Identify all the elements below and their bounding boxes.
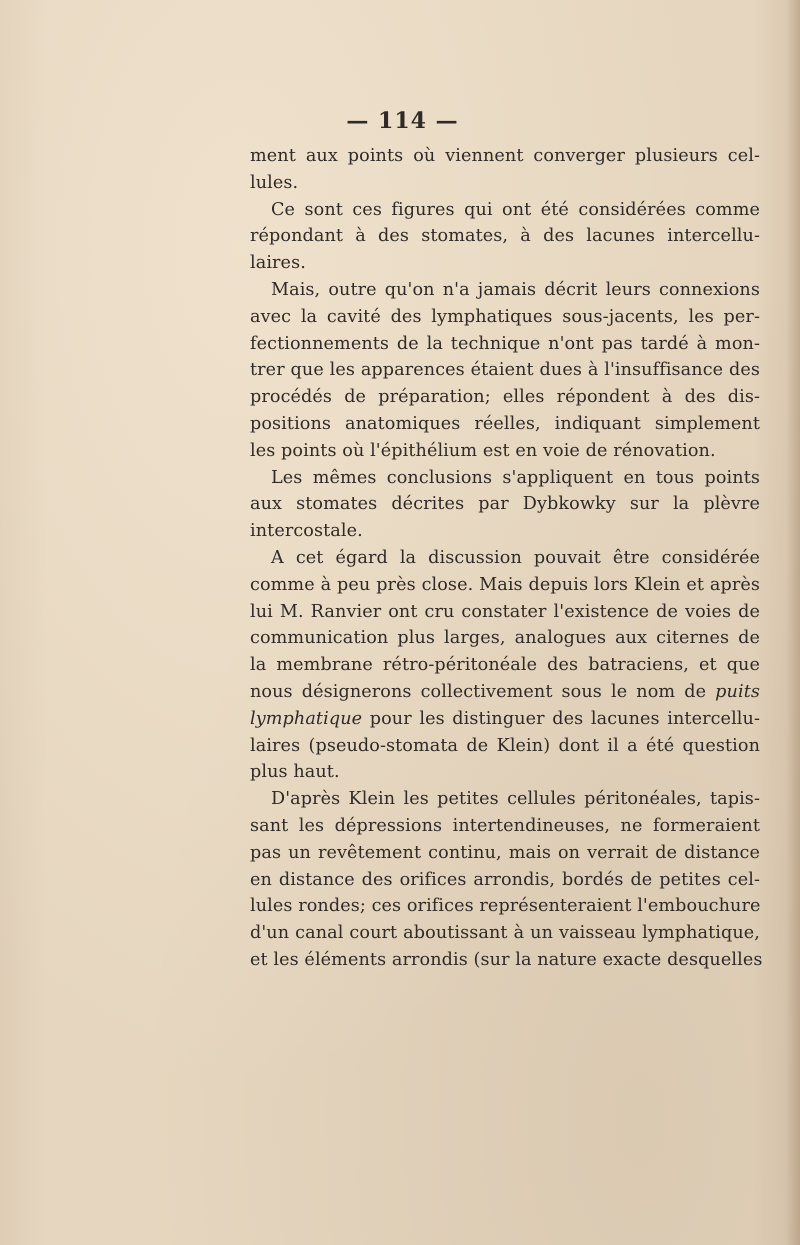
text-line: Ce sont ces figures qui ont été considérées comme <box>271 199 760 220</box>
italic-term: lymphatique <box>250 708 363 729</box>
text-line: lules. <box>250 172 299 193</box>
text-line: lui M. Ranvier ont cru constater l'existence de voies de <box>250 601 760 622</box>
text-line: nous désignerons collectivement sous le nom de puits <box>250 681 760 702</box>
body-text <box>250 143 763 974</box>
text-line: D'après Klein les petites cellules péritonéales, tapis- <box>271 789 760 810</box>
text-line: plus haut. <box>250 762 340 783</box>
text-line: trer que les apparences étaient dues à l'insuffisance des <box>250 360 760 381</box>
text-line: avec la cavité des lymphatiques sous-jacents, les per- <box>250 306 760 327</box>
text-line: intercostale. <box>250 521 363 542</box>
text-line: pas un revêtement continu, mais on verrait de distance <box>250 842 760 863</box>
text-line: aux stomates décrites par Dybkowky sur la plèvre <box>250 494 760 515</box>
text-line: les points où l'épithélium est en voie de rénovation. <box>250 440 716 461</box>
text-line: laires. <box>250 253 306 274</box>
text-line: procédés de préparation; elles répondent à des dis- <box>250 387 760 408</box>
italic-term: puits <box>715 681 760 702</box>
text-line: comme à peu près close. Mais depuis lors Klein et après <box>250 574 760 595</box>
text-line: Mais, outre qu'on n'a jamais décrit leurs connexions <box>271 279 760 300</box>
page-number: — 114 — <box>346 108 459 134</box>
text-line: fectionnements de la technique n'ont pas tardé à mon- <box>250 333 760 354</box>
text-line: lules rondes; ces orifices représenteraient l'embouchure <box>250 896 761 917</box>
text-line: positions anatomiques réelles, indiquant simplement <box>250 413 760 434</box>
text-line: A cet égard la discussion pouvait être considérée <box>271 547 760 568</box>
text-line: répondant à des stomates, à des lacunes intercellu- <box>250 226 760 247</box>
text-line: la membrane rétro-péritonéale des batraciens, et que <box>250 655 760 676</box>
text-line: et les éléments arrondis (sur la nature exacte desquelles <box>250 949 763 970</box>
text-line: Les mêmes conclusions s'appliquent en tous points <box>271 467 760 488</box>
text-line: laires (pseudo-stomata de Klein) dont il a été question <box>250 735 760 756</box>
text-line: lymphatique pour les distinguer des lacunes intercellu- <box>250 708 760 729</box>
text-line: en distance des orifices arrondis, bordés de petites cel- <box>250 869 760 890</box>
text-line: ment aux points où viennent converger plusieurs cel- <box>250 146 760 166</box>
text-line: sant les dépressions intertendineuses, ne formeraient <box>250 815 760 836</box>
page-edge-shadow <box>786 0 800 1245</box>
text-line: communication plus larges, analogues aux citernes de <box>250 628 760 649</box>
text-line: d'un canal court aboutissant à un vaisseau lymphatique, <box>250 923 760 944</box>
